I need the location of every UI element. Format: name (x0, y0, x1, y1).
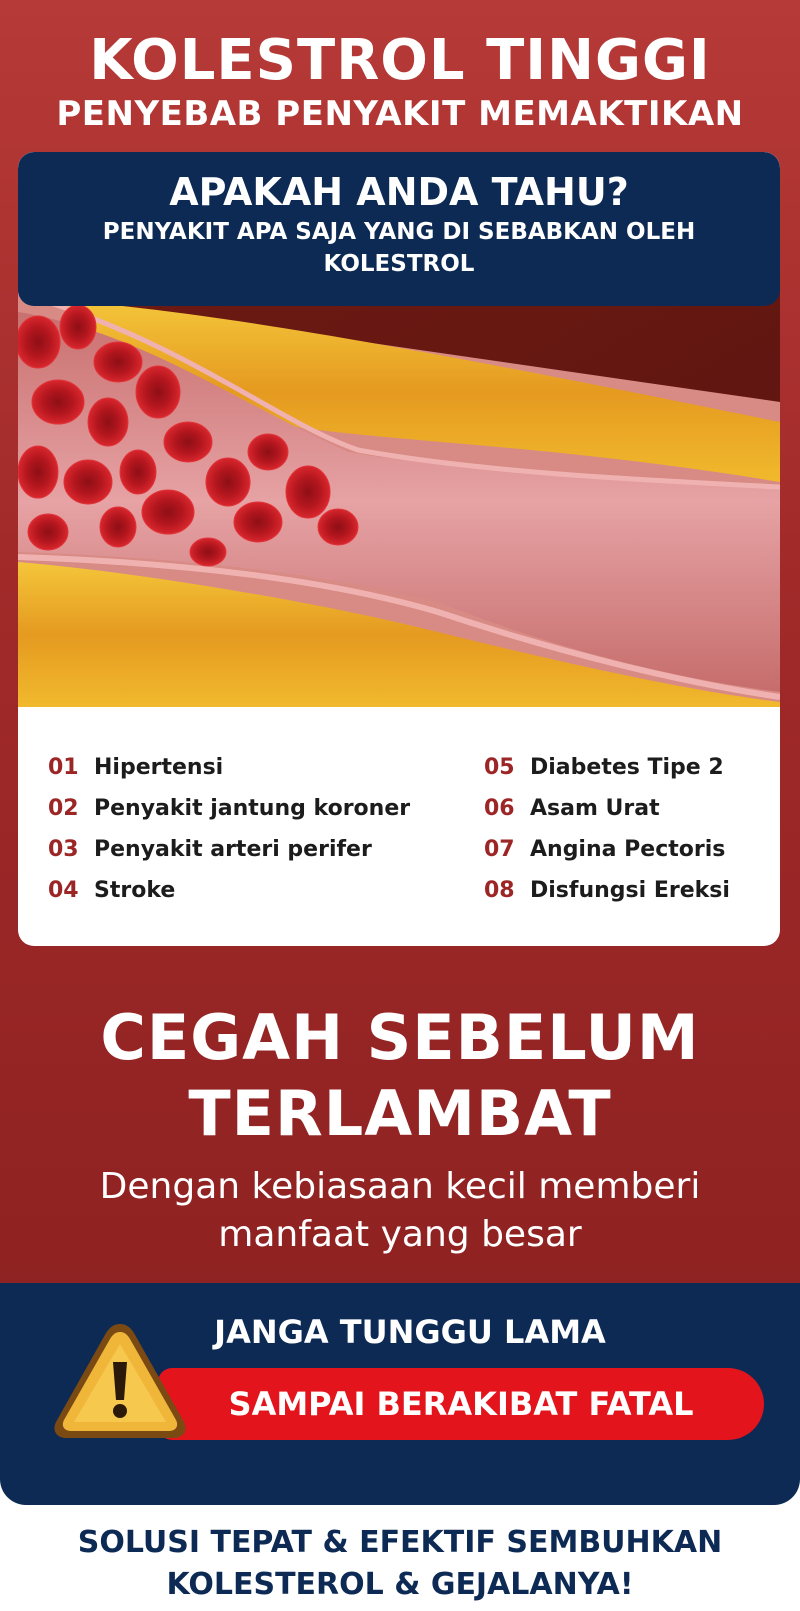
item-label: Hipertensi (94, 755, 224, 780)
item-number: 08 (484, 878, 515, 903)
list-item (48, 788, 410, 829)
list-item (484, 870, 730, 911)
item-label: Asam Urat (530, 796, 660, 821)
footer-line2: KOLESTEROL & GEJALANYA! (166, 1567, 634, 1602)
question-banner (18, 152, 780, 306)
item-number: 06 (484, 796, 515, 821)
question-title: APAKAH ANDA TAHU? (169, 170, 629, 214)
disease-list-right (484, 747, 730, 911)
warning-line2: SAMPAI BERAKIBAT FATAL (228, 1385, 694, 1423)
item-label: Stroke (94, 878, 176, 903)
item-label: Diabetes Tipe 2 (530, 755, 724, 780)
item-number: 07 (484, 837, 515, 862)
footer-line1: SOLUSI TEPAT & EFEKTIF SEMBUHKAN (77, 1525, 723, 1560)
cta-headline (0, 1000, 800, 1152)
warning-icon (50, 1318, 190, 1444)
item-number: 01 (48, 755, 79, 780)
list-item (484, 788, 730, 829)
list-item (48, 747, 410, 788)
warning-line1: JANGA TUNGGU LAMA (214, 1313, 606, 1351)
cta-headline-line1: CEGAH SEBELUM (100, 1001, 700, 1074)
cta-headline-line2: TERLAMBAT (188, 1077, 612, 1150)
item-label: Angina Pectoris (530, 837, 726, 862)
disease-list-left (48, 747, 410, 911)
clogged-artery-illustration (18, 272, 780, 707)
footer-slogan (0, 1522, 800, 1606)
list-item (484, 829, 730, 870)
list-item (48, 829, 410, 870)
page-subtitle: PENYEBAB PENYAKIT MEMAKTIKAN (56, 94, 744, 134)
list-item (48, 870, 410, 911)
cta-subtext (0, 1163, 800, 1259)
item-label: Penyakit arteri perifer (94, 837, 372, 862)
item-number: 02 (48, 796, 79, 821)
item-number: 04 (48, 878, 79, 903)
cta-subtext-line1: Dengan kebiasaan kecil memberi (99, 1166, 701, 1207)
list-item (484, 747, 730, 788)
item-label: Penyakit jantung koroner (94, 796, 411, 821)
item-number: 05 (484, 755, 515, 780)
question-subtitle: PENYAKIT APA SAJA YANG DI SEBABKAN OLEH KOLESTROL (102, 219, 696, 277)
item-label: Disfungsi Ereksi (530, 878, 730, 903)
disease-card (18, 152, 780, 946)
fatal-banner (158, 1368, 764, 1440)
item-number: 03 (48, 837, 79, 862)
cta-subtext-line2: manfaat yang besar (218, 1214, 582, 1255)
page-title: KOLESTROL TINGGI (89, 28, 711, 93)
